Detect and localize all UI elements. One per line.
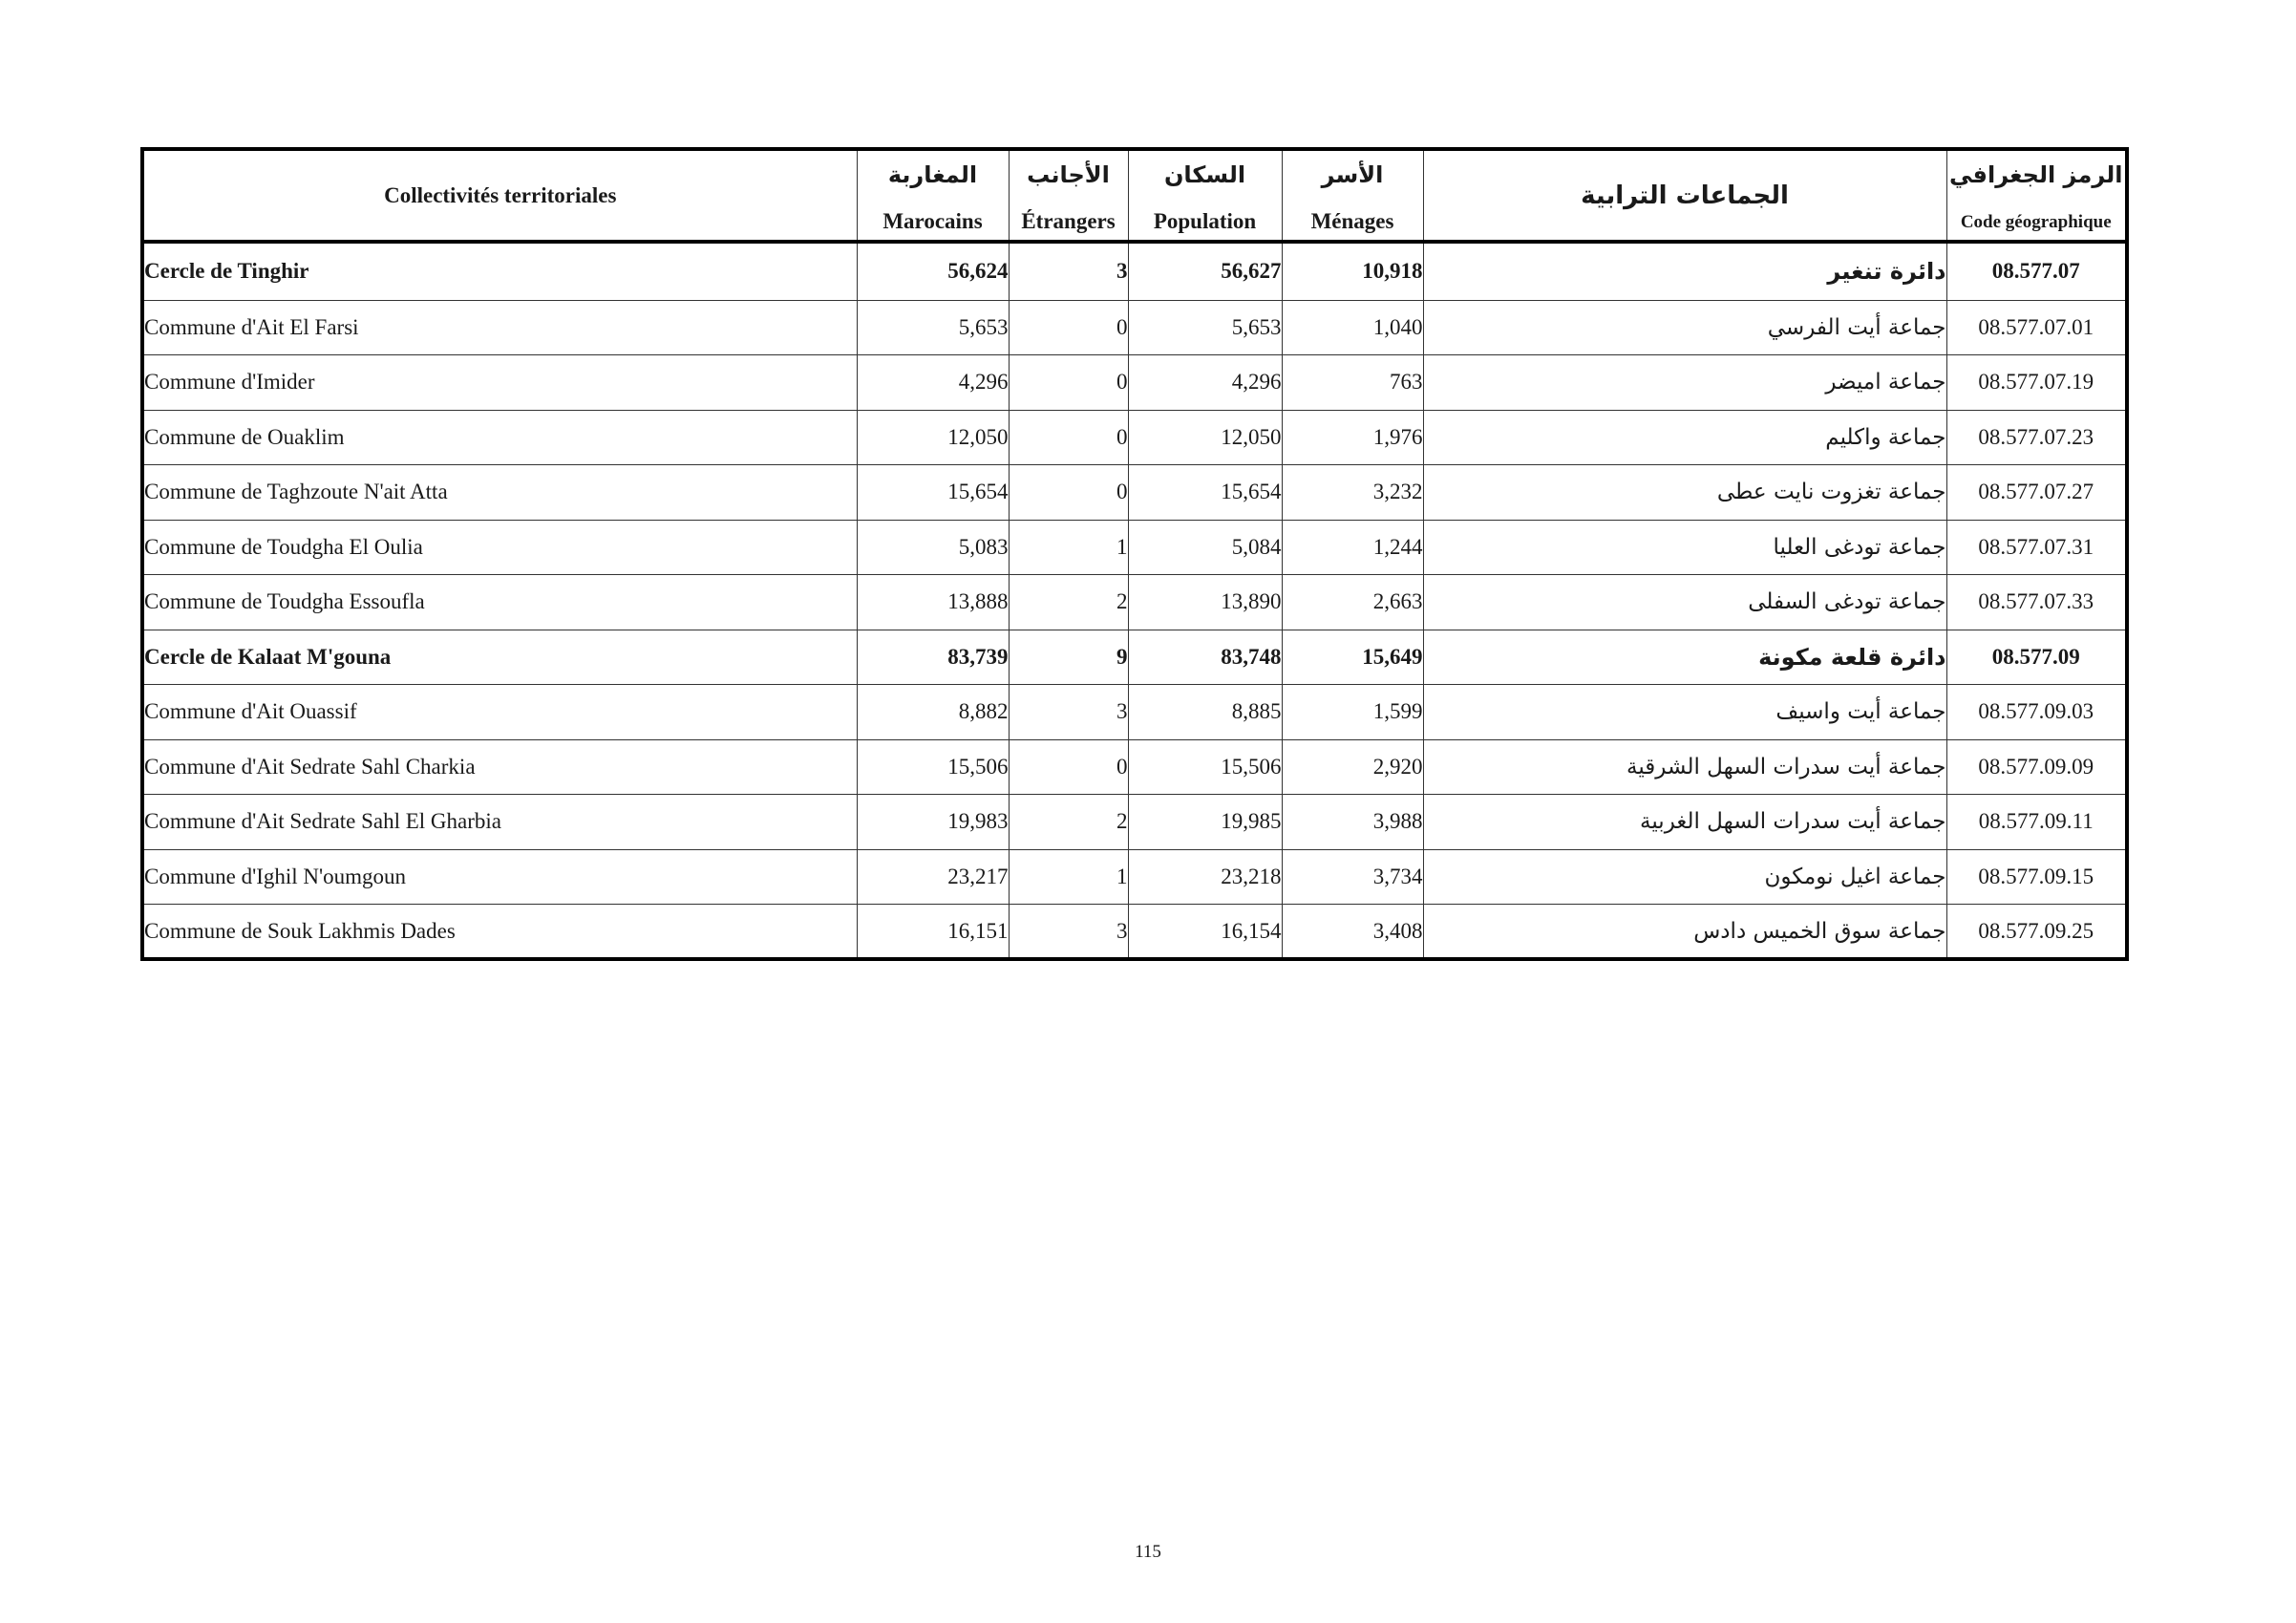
cell-name-fr: Commune de Ouaklim (142, 410, 857, 465)
cell-menages: 3,408 (1282, 905, 1423, 960)
table-row (142, 630, 2127, 685)
cell-marocains: 8,882 (857, 685, 1009, 740)
cell-name-fr: Commune de Taghzoute N'ait Atta (142, 465, 857, 521)
census-table (140, 147, 2129, 961)
cell-population: 5,653 (1128, 300, 1282, 355)
table-row (142, 685, 2127, 740)
cell-marocains: 13,888 (857, 575, 1009, 630)
table-row (142, 849, 2127, 905)
table-row (142, 242, 2127, 300)
cell-menages: 2,920 (1282, 739, 1423, 795)
cell-population: 15,506 (1128, 739, 1282, 795)
cell-etrangers: 0 (1009, 465, 1128, 521)
cell-population: 13,890 (1128, 575, 1282, 630)
cell-code: 08.577.09.09 (1946, 739, 2127, 795)
cell-menages: 1,244 (1282, 520, 1423, 575)
header-code-ar: الرمز الجغرافي (1948, 160, 2123, 188)
cell-marocains: 5,083 (857, 520, 1009, 575)
header-row (142, 149, 2127, 242)
cell-marocains: 15,506 (857, 739, 1009, 795)
cell-etrangers: 0 (1009, 355, 1128, 411)
cell-name-fr: Cercle de Kalaat M'gouna (142, 630, 857, 685)
cell-name-fr: Commune d'Ait Sedrate Sahl Charkia (142, 739, 857, 795)
cell-name-ar: دائرة تنغير (1423, 242, 1946, 300)
cell-name-ar: جماعة واكليم (1423, 410, 1946, 465)
header-collectivites-fr: Collectivités territoriales (142, 149, 857, 242)
cell-name-fr: Commune de Toudgha El Oulia (142, 520, 857, 575)
cell-name-ar: جماعة سوق الخميس دادس (1423, 905, 1946, 960)
cell-code: 08.577.07.31 (1946, 520, 2127, 575)
cell-etrangers: 1 (1009, 520, 1128, 575)
header-population (1128, 149, 1282, 242)
table-row (142, 300, 2127, 355)
cell-population: 56,627 (1128, 242, 1282, 300)
cell-name-ar: جماعة تودغى العليا (1423, 520, 1946, 575)
header-menages-fr: Ménages (1310, 208, 1394, 233)
cell-etrangers: 0 (1009, 410, 1128, 465)
cell-marocains: 16,151 (857, 905, 1009, 960)
cell-menages: 3,988 (1282, 795, 1423, 850)
table-row (142, 575, 2127, 630)
cell-code: 08.577.09.03 (1946, 685, 2127, 740)
header-marocains-ar: المغاربة (887, 160, 978, 188)
cell-population: 15,654 (1128, 465, 1282, 521)
cell-name-fr: Commune d'Ait Ouassif (142, 685, 857, 740)
table-row (142, 410, 2127, 465)
header-code (1946, 149, 2127, 242)
cell-marocains: 5,653 (857, 300, 1009, 355)
cell-code: 08.577.09 (1946, 630, 2127, 685)
cell-etrangers: 2 (1009, 575, 1128, 630)
cell-menages: 3,232 (1282, 465, 1423, 521)
cell-name-ar: جماعة تودغى السفلى (1423, 575, 1946, 630)
cell-etrangers: 0 (1009, 300, 1128, 355)
cell-code: 08.577.07.19 (1946, 355, 2127, 411)
cell-menages: 1,599 (1282, 685, 1423, 740)
cell-name-ar: جماعة أيت الفرسي (1423, 300, 1946, 355)
table-row (142, 739, 2127, 795)
page-number: 115 (1135, 1542, 1161, 1562)
cell-population: 8,885 (1128, 685, 1282, 740)
cell-etrangers: 2 (1009, 795, 1128, 850)
cell-menages: 1,976 (1282, 410, 1423, 465)
header-marocains-fr: Marocains (882, 208, 983, 233)
table-row (142, 520, 2127, 575)
cell-name-ar: جماعة تغزوت نايت عطى (1423, 465, 1946, 521)
header-menages (1282, 149, 1423, 242)
cell-name-fr: Commune d'Ait Sedrate Sahl El Gharbia (142, 795, 857, 850)
cell-code: 08.577.09.15 (1946, 849, 2127, 905)
cell-code: 08.577.07 (1946, 242, 2127, 300)
header-population-ar: السكان (1163, 160, 1246, 188)
header-code-fr: Code géographique (1960, 211, 2112, 232)
cell-name-fr: Commune d'Ait El Farsi (142, 300, 857, 355)
cell-code: 08.577.07.23 (1946, 410, 2127, 465)
cell-name-ar: جماعة أيت سدرات السهل الغربية (1423, 795, 1946, 850)
cell-etrangers: 3 (1009, 242, 1128, 300)
header-menages-ar: الأسر (1321, 160, 1384, 188)
cell-etrangers: 9 (1009, 630, 1128, 685)
cell-marocains: 83,739 (857, 630, 1009, 685)
cell-name-fr: Commune de Souk Lakhmis Dades (142, 905, 857, 960)
table-row (142, 905, 2127, 960)
cell-etrangers: 3 (1009, 905, 1128, 960)
cell-population: 83,748 (1128, 630, 1282, 685)
cell-name-ar: جماعة اغيل نومكون (1423, 849, 1946, 905)
cell-name-fr: Commune d'Ighil N'oumgoun (142, 849, 857, 905)
table-row (142, 795, 2127, 850)
cell-marocains: 4,296 (857, 355, 1009, 411)
header-collectivites-ar: الجماعات الترابية (1423, 149, 1946, 242)
cell-population: 16,154 (1128, 905, 1282, 960)
cell-etrangers: 1 (1009, 849, 1128, 905)
cell-name-fr: Commune d'Imider (142, 355, 857, 411)
cell-code: 08.577.09.11 (1946, 795, 2127, 850)
cell-menages: 2,663 (1282, 575, 1423, 630)
cell-population: 23,218 (1128, 849, 1282, 905)
header-population-fr: Population (1153, 208, 1257, 233)
cell-marocains: 23,217 (857, 849, 1009, 905)
cell-code: 08.577.07.33 (1946, 575, 2127, 630)
table-header (142, 149, 2127, 242)
cell-population: 5,084 (1128, 520, 1282, 575)
header-etrangers (1009, 149, 1128, 242)
cell-name-ar: جماعة أيت واسيف (1423, 685, 1946, 740)
header-etrangers-fr: Étrangers (1021, 208, 1116, 233)
cell-population: 12,050 (1128, 410, 1282, 465)
cell-code: 08.577.07.27 (1946, 465, 2127, 521)
cell-marocains: 15,654 (857, 465, 1009, 521)
cell-population: 4,296 (1128, 355, 1282, 411)
header-marocains (857, 149, 1009, 242)
cell-name-ar: جماعة اميضر (1423, 355, 1946, 411)
table-body (142, 242, 2127, 959)
header-etrangers-ar: الأجانب (1027, 160, 1110, 188)
cell-marocains: 19,983 (857, 795, 1009, 850)
cell-code: 08.577.09.25 (1946, 905, 2127, 960)
cell-marocains: 56,624 (857, 242, 1009, 300)
cell-menages: 15,649 (1282, 630, 1423, 685)
cell-menages: 1,040 (1282, 300, 1423, 355)
cell-name-fr: Commune de Toudgha Essoufla (142, 575, 857, 630)
cell-name-fr: Cercle de Tinghir (142, 242, 857, 300)
cell-code: 08.577.07.01 (1946, 300, 2127, 355)
cell-menages: 3,734 (1282, 849, 1423, 905)
cell-name-ar: دائرة قلعة مكونة (1423, 630, 1946, 685)
cell-menages: 763 (1282, 355, 1423, 411)
cell-marocains: 12,050 (857, 410, 1009, 465)
table-row (142, 465, 2127, 521)
table-row (142, 355, 2127, 411)
cell-name-ar: جماعة أيت سدرات السهل الشرقية (1423, 739, 1946, 795)
cell-etrangers: 3 (1009, 685, 1128, 740)
cell-etrangers: 0 (1009, 739, 1128, 795)
cell-population: 19,985 (1128, 795, 1282, 850)
cell-menages: 10,918 (1282, 242, 1423, 300)
